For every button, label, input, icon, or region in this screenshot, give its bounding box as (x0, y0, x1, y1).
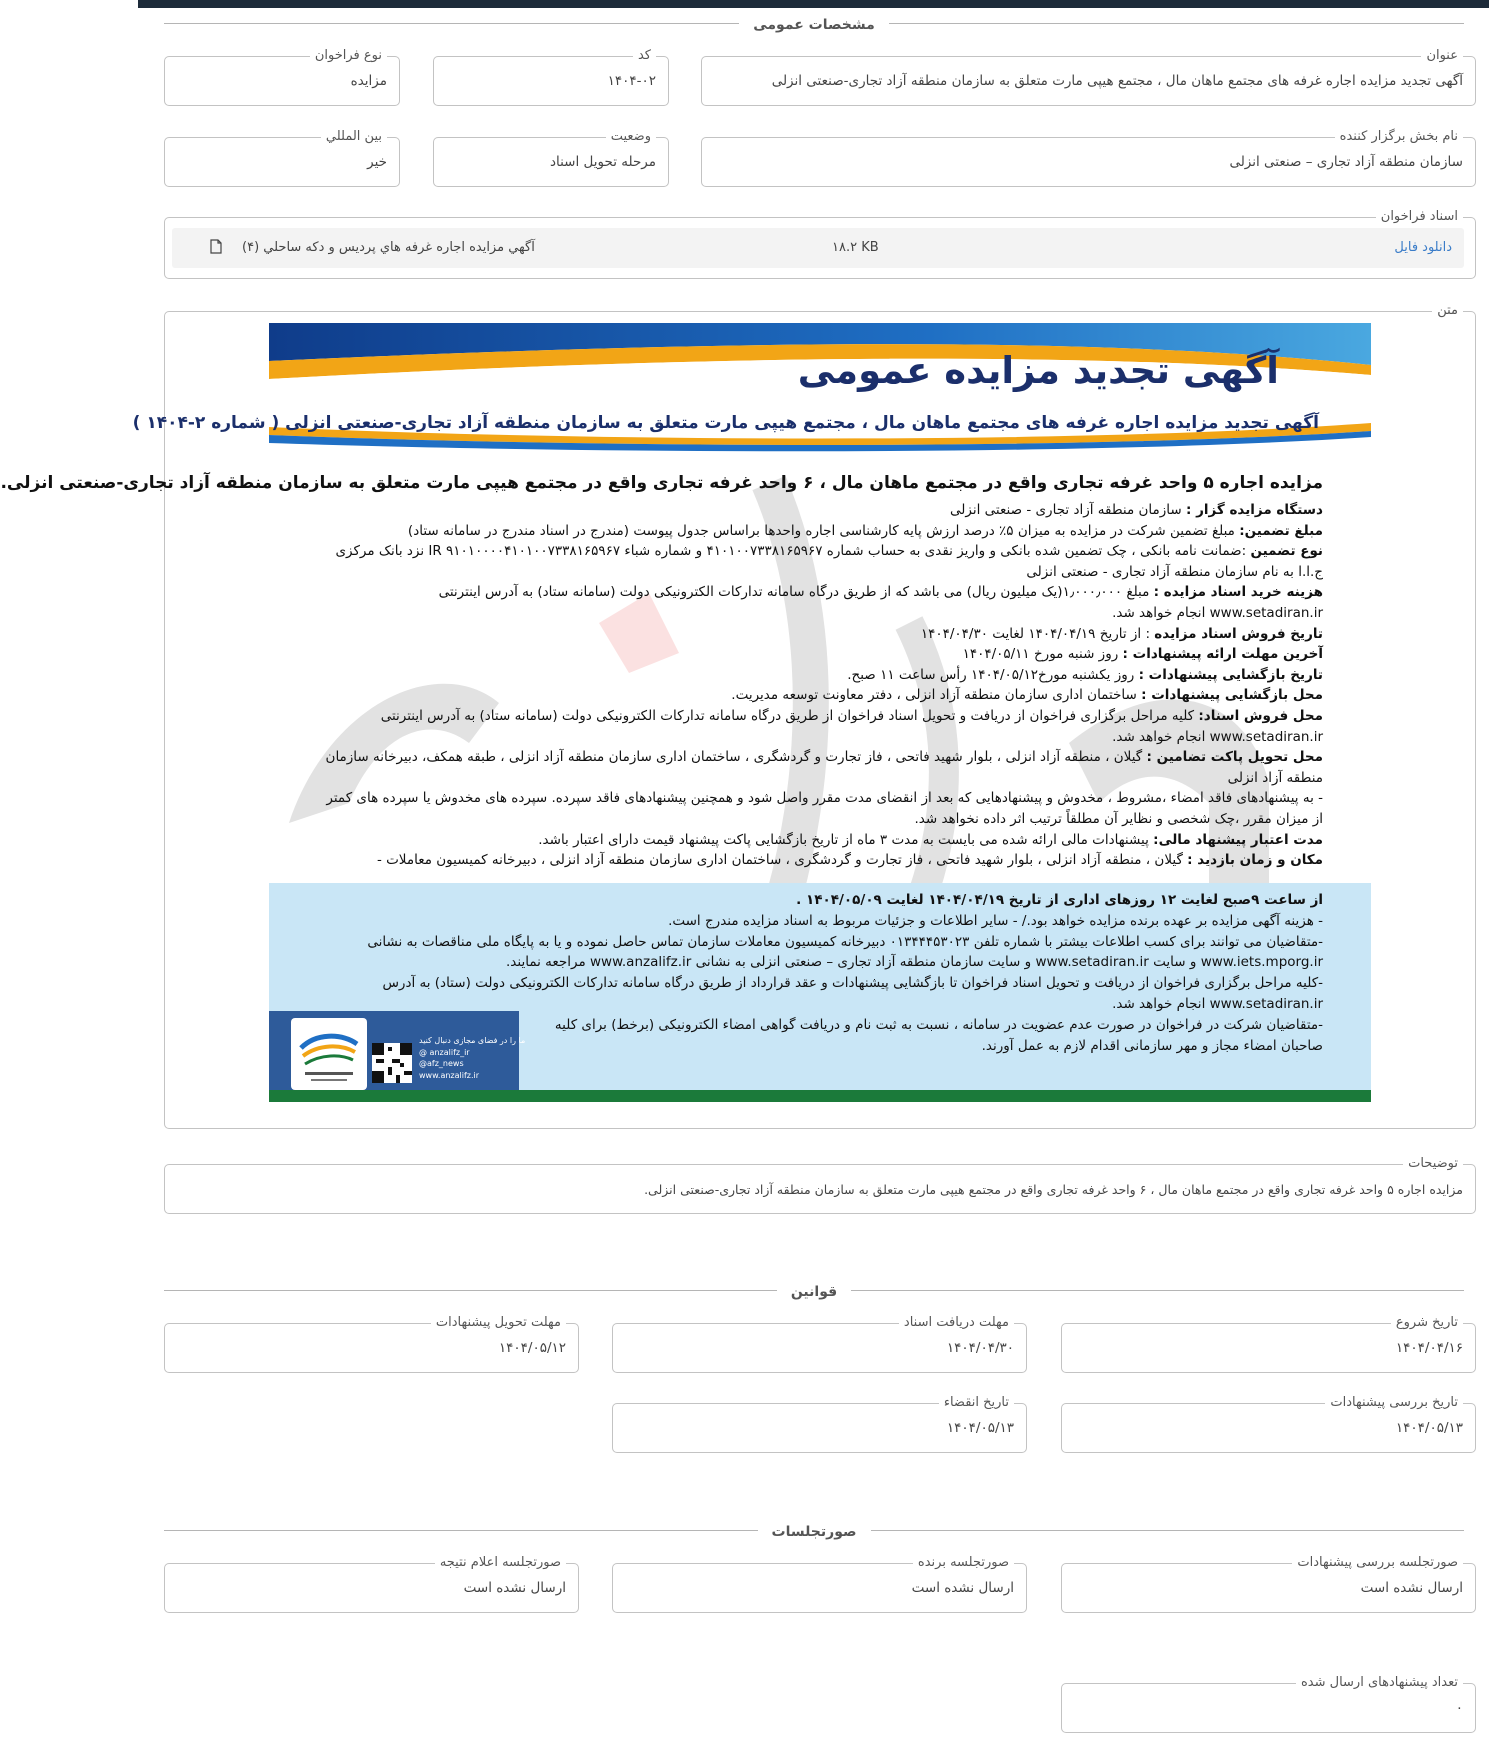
status-value: مرحله تحویل اسناد (549, 154, 656, 170)
review-minutes-label: صورتجلسه بررسی پیشنهادات (1292, 1555, 1463, 1571)
review-minutes-field (1061, 1555, 1476, 1613)
offer-delivery-deadline-label: مهلت تحویل پیشنهادات (431, 1315, 566, 1331)
poster-line-key: دستگاه مزایده گزار : (1186, 502, 1323, 518)
poster-line-key: محل تحویل پاکت تضامین : (1146, 749, 1323, 766)
poster-line-value: روز شنبه مورخ ۱۴۰۴/۰۵/۱۱ (962, 646, 1123, 663)
social-title: ما را در فضای مجازی دنبال کنید (419, 1036, 526, 1045)
poster-info-line: از ساعت ۹صبح لغایت ۱۲ روزهای اداری از تاریخ ۱۴۰۴/۰۴/۱۹ لغایت ۱۴۰۴/۰۵/۰۹ . (796, 892, 1323, 908)
call-type-value: مزایده (350, 73, 387, 89)
title-label: عنوان (1421, 48, 1463, 64)
poster-info-line: -متقاضیان شرکت در فراخوان در صورت عدم عضویت در سامانه ، نسبت به ثبت نام و دریافت گواهی امضاء الکترونیکی (برخط) برای کلیه صاحبان امضاء مجاز و مهر سازمانی اقدام لازم به عمل آورند. (554, 1016, 1323, 1054)
poster-line-value: پیشنهادات مالی ارائه شده می بایست به مدت ۳ ماه از تاریخ بازگشایی پاکت پیشنهاد قیمت دارای اعتبار باشد. (538, 831, 1154, 848)
poster-line-value: گیلان ، منطقه آزاد انزلی ، بلوار شهید فاتحی ، فاز تجارت و گردشگری ، ساختمان اداری سازمان منطقه آزاد انزلی ، طبقه همکف، دبیرخانه سازمان منطقه آزاد انزلی (325, 749, 1323, 786)
review-minutes-value: ارسال نشده است (1360, 1580, 1463, 1596)
description-label: توضیحات (1403, 1156, 1463, 1172)
offer-review-date-label: تاریخ بررسی پیشنهادات (1325, 1395, 1463, 1411)
organizer-field (701, 129, 1476, 187)
offers-count-label: تعداد پیشنهادهای ارسال شده (1296, 1675, 1463, 1691)
description-field (164, 1156, 1476, 1214)
poster-line-value: گیلان ، منطقه آزاد انزلی ، بلوار شهید فاتحی ، فاز تجارت و گردشگری ، ساختمان اداری سازمان منطقه آزاد انزلی ، دبیرخانه کمیسیون معاملات - (376, 852, 1188, 869)
poster-line-key: محل بازگشایی پیشنهادات : (1141, 687, 1323, 704)
expiry-date-label: تاریخ انقضاء (939, 1395, 1014, 1411)
poster-line-key: هزینه خرید اسناد مزایده : (1153, 584, 1323, 601)
expiry-date-field (612, 1395, 1027, 1453)
status-label: وضعیت (606, 129, 656, 145)
poster-line-key: نوع تضمین (1250, 543, 1323, 560)
doc-receive-deadline-field (612, 1315, 1027, 1373)
text-label: متن (1432, 303, 1463, 318)
international-value: خير (367, 154, 387, 170)
poster-info-line: -متقاضیان می توانند برای کسب اطلاعات بیشتر با شماره تلفن ۰۱۳۴۴۴۵۳۰۲۳ دبیرخانه کمیسیون معاملات سازمان تماس حاصل نموده و یا به پایگاه ملی مناقصات به نشانی www.iets.mporg.ir و سایت www.setadiran.ir و سایت سازمان منطقه آزاد تجاری – صنعتی انزلی به نشانی www.anzalifz.ir مراجعه نمایند. (367, 933, 1323, 971)
section-minutes-title: صورتجلسات (758, 1524, 871, 1540)
code-label: کد (633, 48, 656, 64)
doc-receive-deadline-value: ۱۴۰۴/۰۴/۳۰ (946, 1340, 1014, 1356)
title-field (701, 48, 1476, 106)
start-date-field (1061, 1315, 1476, 1373)
poster-line-key: مدت اعتبار پیشنهاد مالی: (1153, 831, 1323, 848)
winner-minutes-label: صورتجلسه برنده (913, 1555, 1014, 1571)
poster-info-line: -کلیه مراحل برگزاری فراخوان از دریافت و تحویل اسناد فراخوان تا بازگشایی پیشنهادات و عقد قرارداد از طریق درگاه سامانه تدارکات الکترونیکی دولت (ستاد) به آدرس www.setadiran.ir انجام خواهد شد. (382, 975, 1323, 1012)
file-name: آگهي مزايده اجاره غرفه هاي پرديس و دكه ساحلي (۴) (242, 240, 535, 255)
offer-delivery-deadline-field (164, 1315, 579, 1373)
poster-line: - به پیشنهادهای فاقد امضاء ،مشروط ، مخدوش و پیشنهادهایی که بعد از انقضای مدت مقرر واصل شود و همچنین پیشنهادهای فاقد سپرده. سپرده های مخدوش یا سپرده های کمتر از میزان مقرر ،چک شخصی و نظایر آن مطلقاً ترتیب اثر داده نخواهد شد. (326, 790, 1323, 827)
documents-label: اسناد فراخوان (1376, 209, 1463, 225)
poster-line-value: مبلغ ۱٫۰۰۰٫۰۰۰(یک میلیون ریال) می باشد که از طریق درگاه سامانه تدارکات الکترونیکی دولت (سامانه ستاد) به آدرس اینترنتی www.setadiran.ir انجام خواهد شد. (438, 584, 1323, 621)
organizer-label: نام بخش برگزار کننده (1335, 129, 1463, 145)
poster-line-key: مکان و زمان بازدید : (1187, 852, 1323, 869)
offers-count-value: ۰ (1455, 1700, 1463, 1716)
call-type-label: نوع فراخوان (310, 48, 387, 64)
poster-line-value: ساختمان اداری سازمان منطقه آزاد انزلی ، دفتر معاونت توسعه مدیریت. (731, 687, 1142, 704)
offer-review-date-value: ۱۴۰۴/۰۵/۱۳ (1395, 1420, 1463, 1436)
expiry-date-value: ۱۴۰۴/۰۵/۱۳ (946, 1420, 1014, 1436)
poster-line-value: :ضمانت نامه بانکی ، چک تضمین شده بانکی و واریز نقدی به حساب شماره ۴۱۰۱۰۰۷۳۳۸۱۶۵۹۶۷ و شماره شباء IR ۹۱۰۱۰۰۰۰۴۱۰۱۰۰۷۳۳۸۱۶۵۹۶۷ نزد بانک مرکزی ج.ا.ا به نام سازمان منطقه آزاد تجاری - صنعتی انزلی (335, 543, 1323, 580)
poster-line-key: تاریخ بازگشایی پیشنهادات : (1138, 666, 1323, 683)
offer-delivery-deadline-value: ۱۴۰۴/۰۵/۱۲ (498, 1340, 566, 1356)
poster-line-key: آخرین مهلت ارائه پیشنهادات : (1122, 646, 1323, 663)
start-date-value: ۱۴۰۴/۰۴/۱۶ (1395, 1340, 1463, 1356)
poster-info-line: - هزینه آگهی مزایده بر عهده برنده مزایده خواهد بود./ - سایر اطلاعات و جزئیات مربوط به اسناد مزایده مندرج است. (668, 912, 1323, 929)
section-rules-title: قوانین (777, 1284, 851, 1300)
offer-review-date-field (1061, 1395, 1476, 1453)
social-telegram: @afz_news (419, 1059, 464, 1068)
section-minutes (164, 1520, 1464, 1540)
poster-headline: مزایده اجاره ۵ واحد غرفه تجاری واقع در مجتمع ماهان مال ، ۶ واحد غرفه تجاری واقع در مجتمع هیپی مارت متعلق به سازمان منطقه آزاد تجاری-صنعتی انزلی. (0, 473, 1323, 493)
status-field (433, 129, 669, 187)
call-type-field (164, 48, 400, 106)
social-instagram: @ anzalifz_ir (419, 1047, 470, 1057)
poster-line-key: تاریخ فروش اسناد مزایده (1154, 625, 1323, 642)
winner-minutes-value: ارسال نشده است (911, 1580, 1014, 1596)
offers-count-field (1061, 1675, 1476, 1733)
result-minutes-field (164, 1555, 579, 1613)
document-row (172, 228, 1464, 268)
organization-logo (291, 1018, 367, 1090)
international-label: بين المللي (321, 129, 387, 145)
poster-line-key: محل فروش اسناد: (1198, 707, 1323, 724)
poster-body (323, 500, 1323, 871)
code-field (433, 48, 669, 106)
poster-subtitle: آگهی تجدید مزایده اجاره غرفه های مجتمع ماهان مال ، مجتمع هیپی مارت متعلق به سازمان منطقه آزاد تجاری-صنعتی انزلی ( شماره ۲-۱۴۰۴ ) (132, 413, 1319, 433)
result-minutes-value: ارسال نشده است (463, 1580, 566, 1596)
poster-line-value: : از تاریخ ۱۴۰۴/۰۴/۱۹ لغایت ۱۴۰۴/۰۴/۳۰ (920, 625, 1155, 642)
download-file-link[interactable]: دانلود فایل (1394, 240, 1452, 255)
poster-line-value: مبلغ تضمین شرکت در مزایده به میزان ۵٪ درصد ارزش پایه کارشناسی اجاره واحدها براساس جدول پیوست (مندرج در اسناد مندرج در سامانه ستاد) (407, 522, 1240, 539)
announcement-poster (0, 323, 1371, 1102)
top-bar (138, 0, 1489, 8)
qr-code-icon (372, 1043, 412, 1083)
section-rules (164, 1280, 1464, 1300)
poster-line-value: کلیه مراحل برگزاری فراخوان از دریافت و تحویل اسناد فراخوان از طریق درگاه سامانه تدارکات الکترونیکی دولت (سامانه ستاد) به آدرس اینترنتی www.setadiran.ir انجام خواهد شد. (380, 707, 1323, 745)
winner-minutes-field (612, 1555, 1027, 1613)
poster-bottom-band (269, 1090, 1371, 1102)
poster-title: آگهی تجدید مزایده عمومی (797, 349, 1279, 392)
file-size: ۱۸.۲ KB (832, 240, 879, 255)
section-general (164, 13, 1464, 33)
result-minutes-label: صورتجلسه اعلام نتیجه (435, 1555, 566, 1571)
organizer-value: سازمان منطقه آزاد تجاری – صنعتی انزلی (1229, 154, 1463, 170)
file-icon (210, 239, 222, 254)
title-value: آگهی تجدید مزایده اجاره غرفه های مجتمع ماهان مال ، مجتمع هیپی مارت متعلق به سازمان منطقه آزاد تجاری-صنعتی انزلی (771, 73, 1463, 89)
doc-receive-deadline-label: مهلت دریافت اسناد (899, 1315, 1014, 1331)
social-website: www.anzalifz.ir (419, 1070, 480, 1080)
start-date-label: تاریخ شروع (1391, 1315, 1463, 1331)
code-value: ۱۴۰۴-۰۲ (607, 73, 656, 89)
poster-line-value: روز یکشنبه مورخ۱۴۰۴/۰۵/۱۲ رأس ساعت ۱۱ صبح. (847, 666, 1139, 683)
description-value: مزایده اجاره ۵ واحد غرفه تجاری واقع در مجتمع ماهان مال ، ۶ واحد غرفه تجاری واقع در مجتمع هیپی مارت متعلق به سازمان منطقه آزاد تجاری-صنعتی انزلی. (644, 1181, 1463, 1197)
social-links (419, 1035, 525, 1081)
international-field (164, 129, 400, 187)
section-general-title: مشخصات عمومی (739, 17, 889, 33)
poster-line-value: سازمان منطقه آزاد تجاری - صنعتی انزلی (950, 502, 1187, 518)
poster-line-key: مبلغ تضمین: (1239, 522, 1323, 539)
